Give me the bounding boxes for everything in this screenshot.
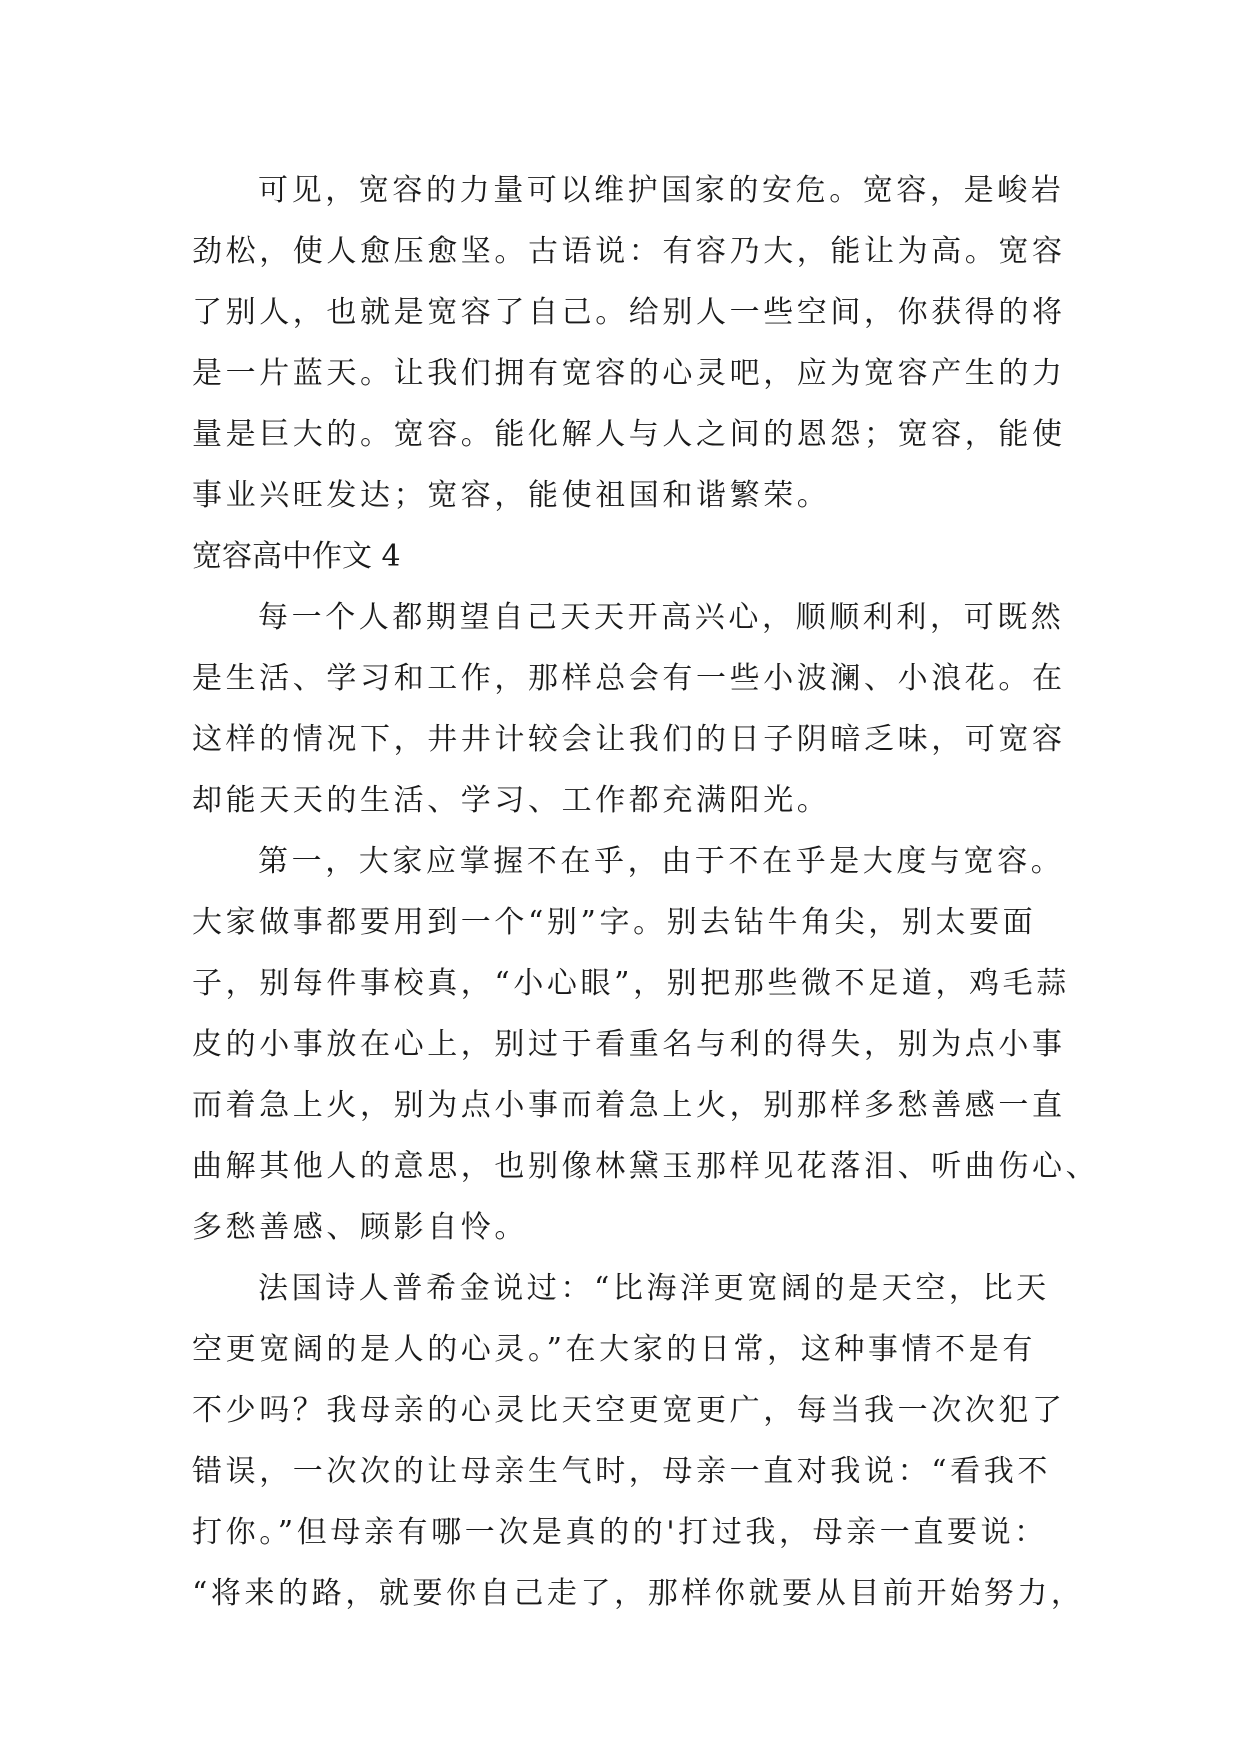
paragraph-line: 大家做事都要用到一个“别”字。别去钻牛角尖，别太要面 bbox=[192, 905, 1037, 940]
paragraph-line: 错误，一次次的让母亲生气时，母亲一直对我说：“看我不 bbox=[192, 1454, 1051, 1489]
paragraph-line: 事业兴旺发达；宽容，能使祖国和谐繁荣。 bbox=[192, 478, 831, 513]
paragraph-line: 却能天天的生活、学习、工作都充满阳光。 bbox=[192, 783, 831, 818]
paragraph-line: 了别人，也就是宽容了自己。给别人一些空间，你获得的将 bbox=[192, 295, 1066, 330]
paragraph-line: 曲解其他人的意思，也别像林黛玉那样见花落泪、听曲伤心、 bbox=[192, 1149, 1100, 1184]
paragraph-line: 子，别每件事校真，“小心眼”，别把那些微不足道，鸡毛蒜 bbox=[192, 966, 1070, 1001]
paragraph-line: 法国诗人普希金说过：“比海洋更宽阔的是天空，比天 bbox=[258, 1271, 1050, 1306]
paragraph-line: “将来的路，就要你自己走了，那样你就要从目前开始努力， bbox=[192, 1576, 1085, 1611]
paragraph-line: 这样的情况下，井井计较会让我们的日子阴暗乏味，可宽容 bbox=[192, 722, 1066, 757]
paragraph-line: 是一片蓝天。让我们拥有宽容的心灵吧，应为宽容产生的力 bbox=[192, 356, 1066, 391]
paragraph-line: 空更宽阔的是人的心灵。”在大家的日常，这种事情不是有 bbox=[192, 1332, 1036, 1367]
paragraph-line: 可见，宽容的力量可以维护国家的安危。宽容，是峻岩 bbox=[258, 173, 1065, 208]
paragraph-line: 多愁善感、顾影自怜。 bbox=[192, 1210, 528, 1245]
paragraph bbox=[192, 831, 1100, 1258]
paragraph-line: 是生活、学习和工作，那样总会有一些小波澜、小浪花。在 bbox=[192, 661, 1066, 696]
section-heading: 宽容高中作文 4 bbox=[192, 539, 401, 574]
paragraph-line: 劲松，使人愈压愈坚。古语说：有容乃大，能让为高。宽容 bbox=[192, 234, 1066, 269]
document-body bbox=[192, 160, 1100, 1624]
paragraph-line: 而着急上火，别为点小事而着急上火，别那样多愁善感一直 bbox=[192, 1088, 1066, 1123]
paragraph bbox=[192, 1258, 1085, 1624]
paragraph-line: 不少吗？我母亲的心灵比天空更宽更广，每当我一次次犯了 bbox=[192, 1393, 1066, 1428]
paragraph-line: 打你。”但母亲有哪一次是真的的'打过我，母亲一直要说： bbox=[192, 1515, 1048, 1550]
paragraph-line: 第一，大家应掌握不在乎，由于不在乎是大度与宽容。 bbox=[258, 844, 1065, 879]
paragraph-line: 量是巨大的。宽容。能化解人与人之间的恩怨；宽容，能使 bbox=[192, 417, 1066, 452]
paragraph bbox=[192, 160, 1072, 526]
paragraph bbox=[192, 587, 1072, 831]
paragraph-line: 皮的小事放在心上，别过于看重名与利的得失，别为点小事 bbox=[192, 1027, 1066, 1062]
paragraph-line: 每一个人都期望自己天天开高兴心，顺顺利利，可既然 bbox=[258, 600, 1065, 635]
